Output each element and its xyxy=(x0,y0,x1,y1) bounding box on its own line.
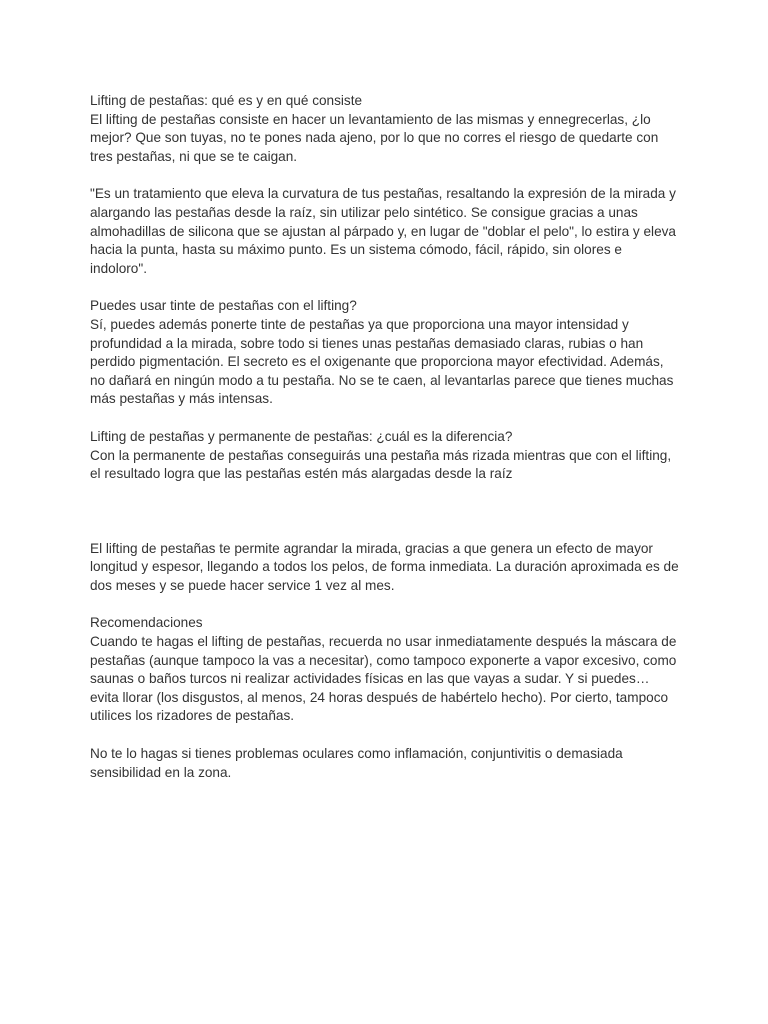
section-diferencia xyxy=(90,428,680,484)
document-page xyxy=(90,92,680,782)
section-beneficios xyxy=(90,540,680,596)
section-body: El lifting de pestañas te permite agrandar la mirada, gracias a que genera un efecto de mayor longitud y espesor, llegando a todos los pelos, de forma inmediata. La duración aproximada es de dos meses y se puede hacer service 1 vez al mes. xyxy=(90,540,679,593)
section-que-es xyxy=(90,92,680,166)
paragraph-spacer xyxy=(90,726,680,745)
section-body: Con la permanente de pestañas conseguirás una pestaña más rizada mientras que con el lifting, el resultado logra que las pestañas estén más alargadas desde la raíz xyxy=(90,447,672,482)
paragraph-spacer xyxy=(90,409,680,428)
section-advertencia xyxy=(90,745,680,782)
quote-paragraph: "Es un tratamiento que eleva la curvatura de tus pestañas, resaltando la expresión de la mirada y alargando las pestañas desde la raíz, sin utilizar pelo sintético. Se consigue gracias a unas almohadillas de silicona que se ajustan al párpado y, en lugar de "doblar el pelo", lo estira y eleva hacia la punta, hasta su máximo punto. Es un sistema cómodo, fácil, rápido, sin olores e indoloro". xyxy=(90,186,676,276)
section-heading: Puedes usar tinte de pestañas con el lifting? xyxy=(90,298,357,314)
paragraph-spacer xyxy=(90,595,680,614)
section-body: El lifting de pestañas consiste en hacer un levantamiento de las mismas y ennegrecerlas, ¿lo mejor? Que son tuyas, no te pones nada ajeno, por lo que no corres el riesgo de quedarte con tres pestañas, ni que se te caigan. xyxy=(90,111,659,164)
paragraph-spacer xyxy=(90,484,680,540)
section-heading: Lifting de pestañas: qué es y en qué consiste xyxy=(90,93,363,108)
section-heading: Lifting de pestañas y permanente de pestañas: ¿cuál es la diferencia? xyxy=(90,428,513,444)
paragraph-spacer xyxy=(90,278,680,297)
paragraph-spacer xyxy=(90,166,680,185)
section-body: Sí, puedes además ponerte tinte de pestañas ya que proporciona una mayor intensidad y profundidad a la mirada, sobre todo si tienes unas pestañas demasiado claras, rubias o han perdido pigmentación. El secreto es el oxigenante que proporciona mayor efectividad. Además, no dañará en ningún modo a tu pestaña. No se te caen, al levantarlas parece que tienes muchas más pestañas y más intensas. xyxy=(90,316,674,407)
section-heading: Recomendaciones xyxy=(90,615,203,631)
section-cita xyxy=(90,185,680,278)
section-recomendaciones xyxy=(90,614,680,726)
section-body: Cuando te hagas el lifting de pestañas, recuerda no usar inmediatamente después la máscara de pestañas (aunque tampoco la vas a necesitar), como tampoco exponerte a vapor excesivo, como saunas o baños turcos ni realizar actividades físicas en las que vayas a sudar. Y si puedes… evita llorar (los disgustos, al menos, 24 horas después de habértelo hecho). Por cierto, tampoco utilices los rizadores de pestañas. xyxy=(90,634,677,724)
section-body: No te lo hagas si tienes problemas oculares como inflamación, conjuntivitis o demasiada sensibilidad en la zona. xyxy=(90,746,623,780)
section-tinte xyxy=(90,297,680,409)
